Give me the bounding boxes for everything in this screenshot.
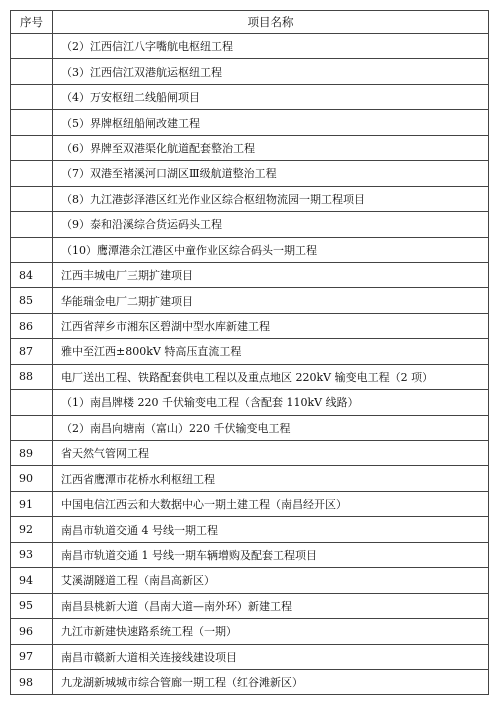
project-name-cell: （8）九江港彭泽港区红光作业区综合枢纽物流园一期工程项目: [53, 186, 489, 211]
serial-number-cell: 85: [11, 288, 53, 313]
project-name-cell: 中国电信江西云和大数据中心一期土建工程（南昌经开区）: [53, 491, 489, 516]
project-name-cell: （3）江西信江双港航运枢纽工程: [53, 59, 489, 84]
table-row: [11, 135, 489, 160]
project-name-cell: 江西省萍乡市湘东区碧湖中型水库新建工程: [53, 313, 489, 338]
table-row: [11, 110, 489, 135]
header-serial-number: 序号: [11, 11, 53, 34]
serial-number-cell: [11, 212, 53, 237]
serial-number-cell: 90: [11, 466, 53, 491]
project-name-cell: （1）南昌牌楼 220 千伏输变电工程（含配套 110kV 线路）: [53, 390, 489, 415]
project-name-cell: （7）双港至褚溪河口湖区Ⅲ级航道整治工程: [53, 161, 489, 186]
table-row: [11, 542, 489, 567]
table-row: [11, 568, 489, 593]
serial-number-cell: [11, 34, 53, 59]
table-row: [11, 212, 489, 237]
project-name-cell: （2）南昌向塘南（富山）220 千伏输变电工程: [53, 415, 489, 440]
serial-number-cell: [11, 59, 53, 84]
serial-number-cell: 93: [11, 542, 53, 567]
header-project-name: 项目名称: [53, 11, 489, 34]
table-header-row: [11, 11, 489, 34]
project-name-cell: （9）泰和沿溪综合货运码头工程: [53, 212, 489, 237]
serial-number-cell: [11, 390, 53, 415]
project-name-cell: 南昌市轨道交通 4 号线一期工程: [53, 517, 489, 542]
serial-number-cell: [11, 110, 53, 135]
serial-number-cell: [11, 237, 53, 262]
serial-number-cell: 87: [11, 339, 53, 364]
serial-number-cell: 88: [11, 364, 53, 389]
serial-number-cell: 98: [11, 669, 53, 694]
serial-number-cell: [11, 161, 53, 186]
table-row: [11, 161, 489, 186]
table-row: [11, 466, 489, 491]
table-row: [11, 441, 489, 466]
project-name-cell: （5）界牌枢纽船闸改建工程: [53, 110, 489, 135]
project-name-cell: （10）鹰潭港余江港区中童作业区综合码头一期工程: [53, 237, 489, 262]
project-name-cell: 南昌市轨道交通 1 号线一期车辆增购及配套工程项目: [53, 542, 489, 567]
table-row: [11, 186, 489, 211]
table-row: [11, 34, 489, 59]
table-row: [11, 619, 489, 644]
project-name-cell: 南昌市赣新大道相关连接线建设项目: [53, 644, 489, 669]
project-name-cell: 艾溪湖隧道工程（南昌高新区）: [53, 568, 489, 593]
table-row: [11, 491, 489, 516]
project-name-cell: 电厂送出工程、铁路配套供电工程以及重点地区 220kV 输变电工程（2 项）: [53, 364, 489, 389]
table-row: [11, 84, 489, 109]
project-table: [10, 10, 489, 695]
table-body: [11, 34, 489, 695]
table-row: [11, 288, 489, 313]
project-name-cell: 九江市新建快速路系统工程（一期）: [53, 619, 489, 644]
serial-number-cell: [11, 186, 53, 211]
serial-number-cell: 95: [11, 593, 53, 618]
table-row: [11, 237, 489, 262]
project-name-cell: 省天然气管网工程: [53, 441, 489, 466]
serial-number-cell: 97: [11, 644, 53, 669]
project-name-cell: 九龙湖新城城市综合管廊一期工程（红谷滩新区）: [53, 669, 489, 694]
table-row: [11, 313, 489, 338]
serial-number-cell: 86: [11, 313, 53, 338]
serial-number-cell: [11, 135, 53, 160]
table-row: [11, 364, 489, 389]
project-name-cell: （6）界牌至双港渠化航道配套整治工程: [53, 135, 489, 160]
table-row: [11, 593, 489, 618]
table-row: [11, 390, 489, 415]
serial-number-cell: 91: [11, 491, 53, 516]
project-name-cell: （4）万安枢纽二线船闸项目: [53, 84, 489, 109]
table-row: [11, 517, 489, 542]
serial-number-cell: [11, 84, 53, 109]
table-row: [11, 59, 489, 84]
table-row: [11, 669, 489, 694]
serial-number-cell: 89: [11, 441, 53, 466]
serial-number-cell: 96: [11, 619, 53, 644]
serial-number-cell: 92: [11, 517, 53, 542]
project-name-cell: 江西丰城电厂三期扩建项目: [53, 262, 489, 287]
table-row: [11, 415, 489, 440]
project-name-cell: 华能瑞金电厂二期扩建项目: [53, 288, 489, 313]
project-name-cell: 江西省鹰潭市花桥水利枢纽工程: [53, 466, 489, 491]
serial-number-cell: 84: [11, 262, 53, 287]
serial-number-cell: [11, 415, 53, 440]
project-name-cell: 南昌县桃新大道（昌南大道—南外环）新建工程: [53, 593, 489, 618]
table-row: [11, 262, 489, 287]
table-row: [11, 339, 489, 364]
project-name-cell: （2）江西信江八字嘴航电枢纽工程: [53, 34, 489, 59]
table-row: [11, 644, 489, 669]
serial-number-cell: 94: [11, 568, 53, 593]
project-name-cell: 雅中至江西±800kV 特高压直流工程: [53, 339, 489, 364]
